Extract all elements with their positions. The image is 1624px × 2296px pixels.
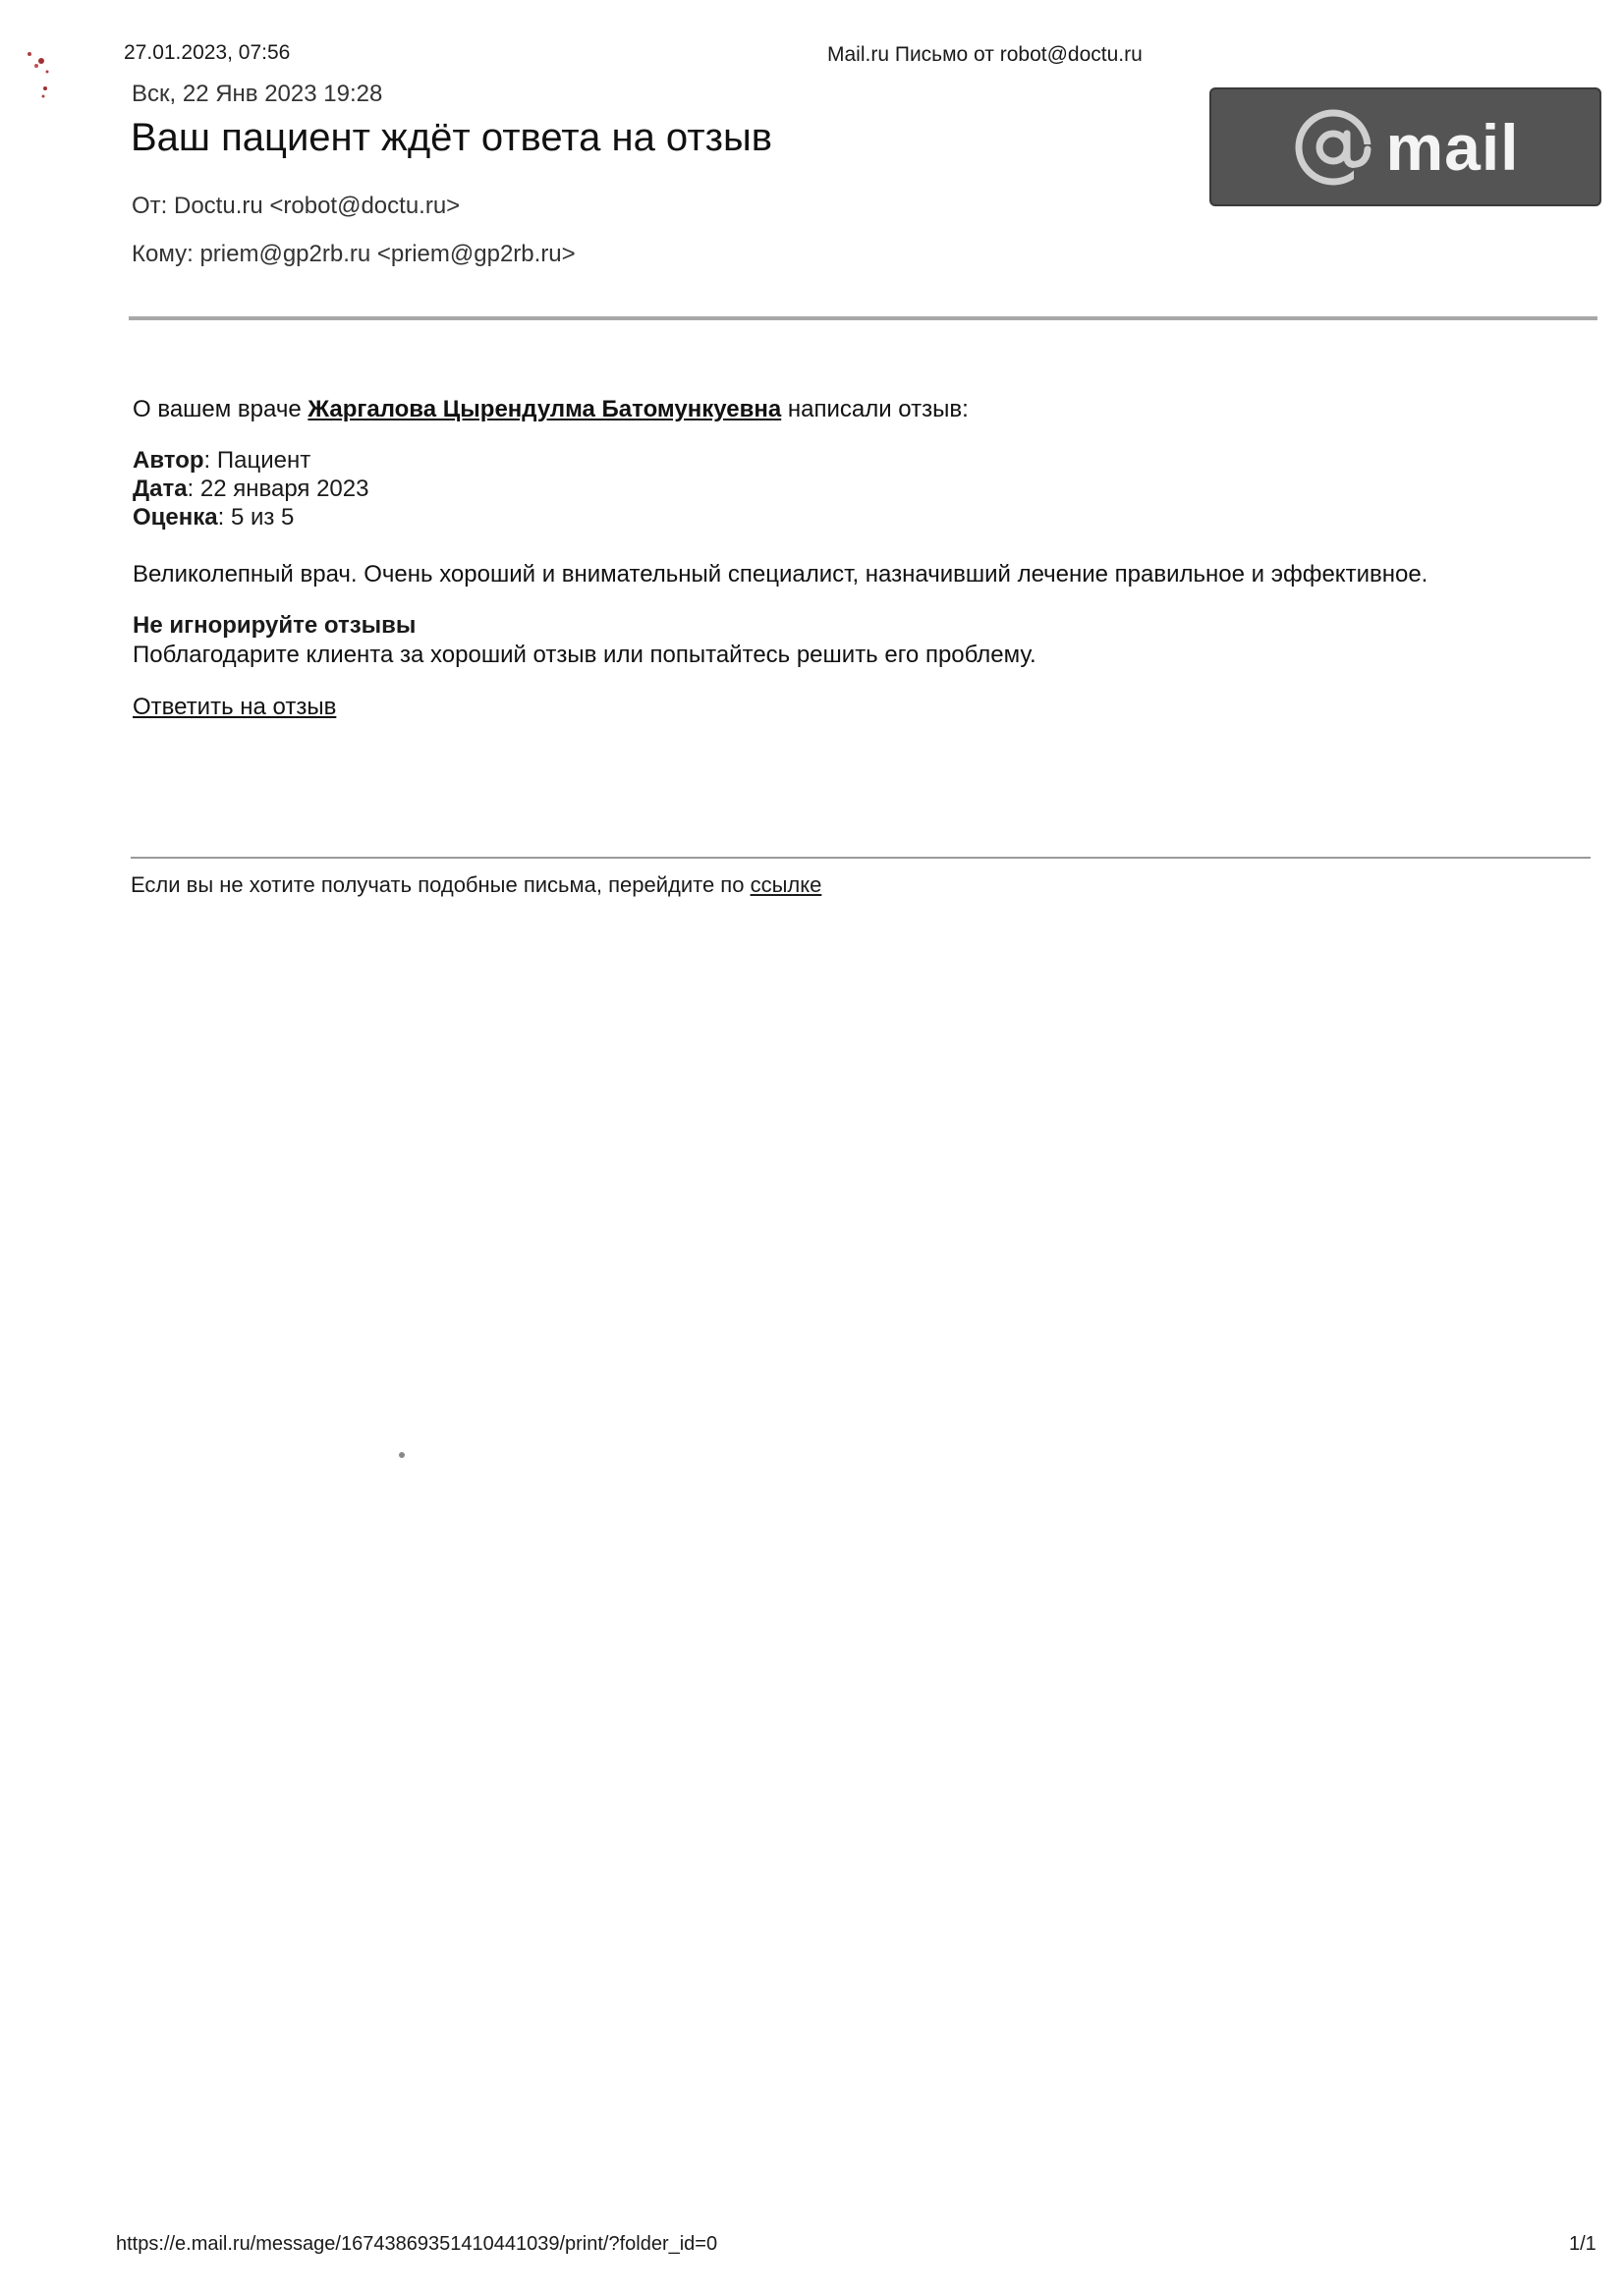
ignore-text: Поблагодарите клиента за хороший отзыв или попытайтесь решить его проблему. <box>133 642 1036 668</box>
ignore-heading: Не игнорируйте отзывы <box>133 612 417 639</box>
intro-prefix: О вашем враче <box>133 396 308 422</box>
unsubscribe-notice <box>131 872 821 898</box>
review-intro <box>133 396 969 423</box>
author-value: : Пациент <box>203 447 311 474</box>
from-label: От: <box>132 193 168 219</box>
author-label: Автор <box>133 447 204 474</box>
print-page-title: Mail.ru Письмо от robot@doctu.ru <box>827 43 1143 66</box>
to-value[interactable]: priem@gp2rb.ru <priem@gp2rb.ru> <box>199 241 576 267</box>
print-datetime: 27.01.2023, 07:56 <box>124 41 291 64</box>
rating-label: Оценка <box>133 504 218 531</box>
unsubscribe-link[interactable]: ссылке <box>750 872 822 897</box>
page-number: 1/1 <box>1569 2233 1596 2255</box>
rating-value: : 5 из 5 <box>217 504 295 531</box>
scan-speck <box>399 1452 405 1458</box>
intro-suffix: написали отзыв: <box>781 396 969 422</box>
date-label: Дата <box>133 476 188 502</box>
at-sign-icon <box>1291 105 1375 190</box>
scan-marks <box>12 45 55 104</box>
date-row <box>133 476 368 503</box>
from-value[interactable]: Doctu.ru <robot@doctu.ru> <box>174 193 461 219</box>
unsubscribe-text: Если вы не хотите получать подобные письма, перейдите по <box>131 872 751 897</box>
review-text: Великолепный врач. Очень хороший и внимательный специалист, назначивший лечение правильное и эффективное. <box>133 561 1428 588</box>
footer-divider <box>131 857 1591 859</box>
doctor-name-link[interactable]: Жаргалова Цырендулма Батомункуевна <box>308 396 782 422</box>
print-url: https://e.mail.ru/message/16743869351410441039/print/?folder_id=0 <box>116 2233 718 2255</box>
to-label: Кому: <box>132 241 194 267</box>
to-row <box>132 241 576 268</box>
header-divider <box>129 316 1597 320</box>
message-subject: Ваш пациент ждёт ответа на отзыв <box>131 116 772 159</box>
logo-wordmark: mail <box>1385 110 1520 184</box>
rating-row <box>133 504 294 532</box>
reply-to-review-link[interactable]: Ответить на отзыв <box>133 694 337 720</box>
mail-logo <box>1209 87 1601 206</box>
from-row <box>132 193 460 220</box>
author-row <box>133 447 310 475</box>
date-value: : 22 января 2023 <box>187 476 369 502</box>
message-date: Вск, 22 Янв 2023 19:28 <box>132 81 383 107</box>
